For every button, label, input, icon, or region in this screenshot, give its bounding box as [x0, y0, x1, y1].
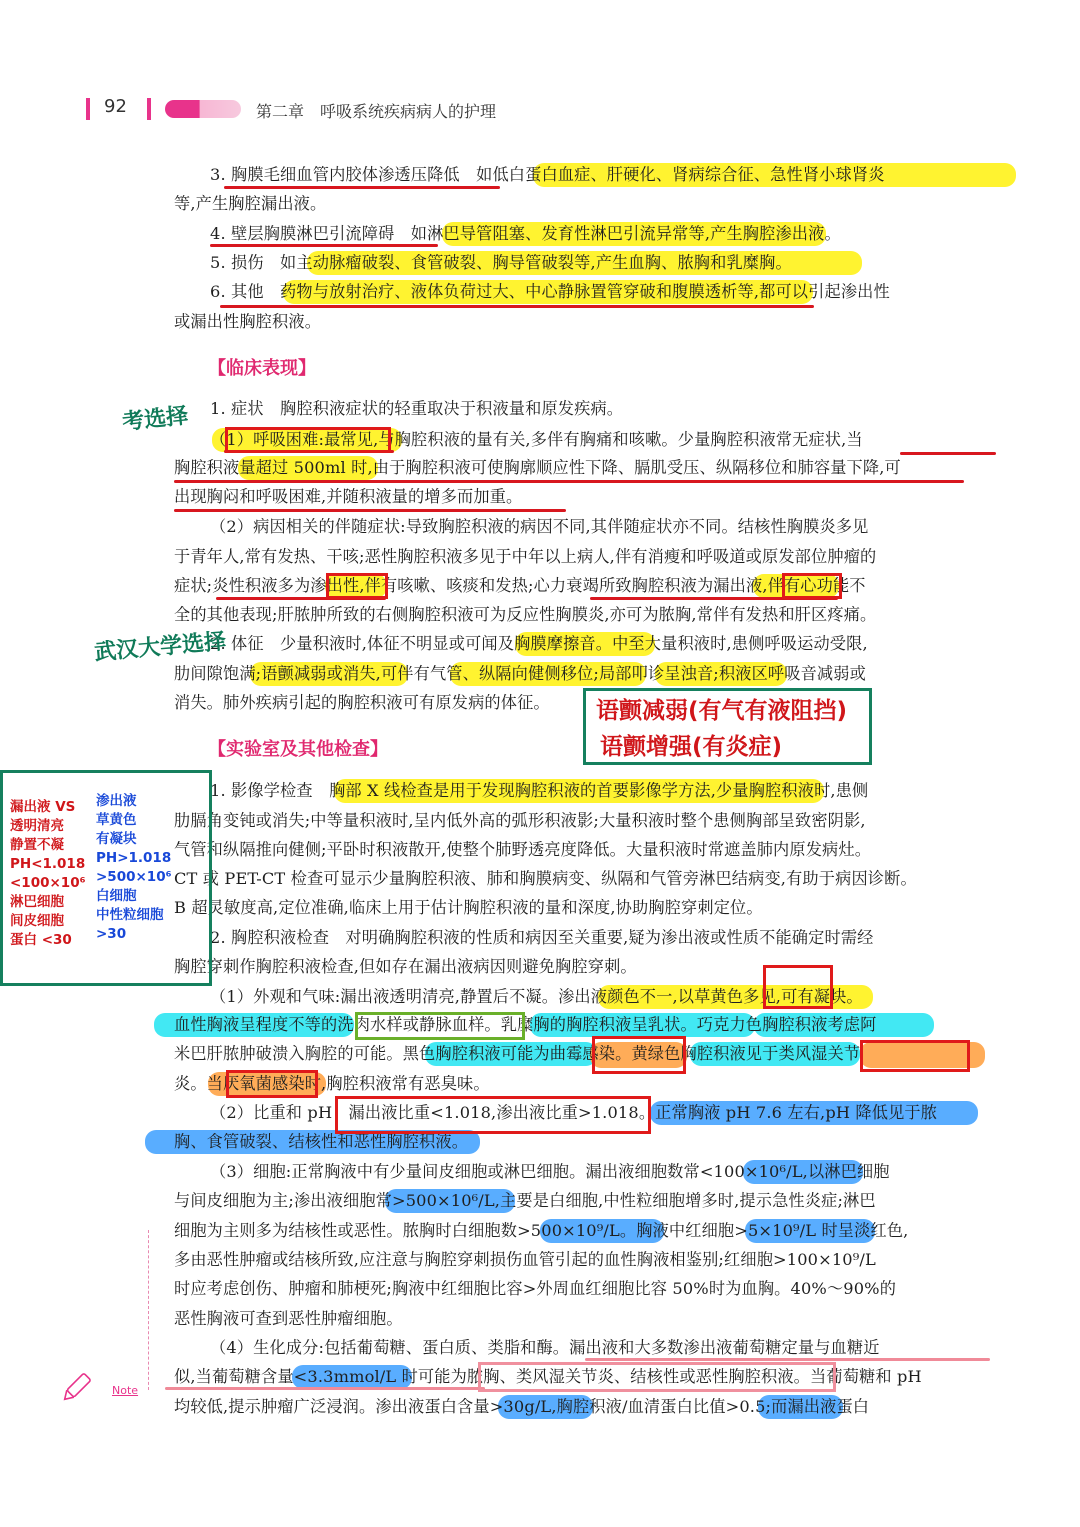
text-line: （3）细胞:正常胸液中有少量间皮细胞或淋巴细胞。漏出液细胞数常<100×10⁶/L,以淋巴细胞	[210, 1162, 890, 1181]
text-line: （4）生化成分:包括葡萄糖、蛋白质、类脂和酶。漏出液和大多数渗出液葡萄糖定量与血糖近	[210, 1338, 880, 1357]
text-line: CT 或 PET-CT 检查可显示少量胸腔积液、肺和胸膜病变、纵隔和气管旁淋巴结病变,有助于病因诊断。	[174, 869, 917, 888]
text-line: 2. 胸腔积液检查 对明确胸腔积液的性质和病因至关重要,疑为渗出液或性质不能确定时需经	[210, 928, 874, 947]
text-line: 胸、食管破裂、结核性和恶性胸腔积液。	[174, 1132, 469, 1151]
cmp-left-7: 蛋白 <30	[10, 932, 72, 948]
chapter-title: 第二章 呼吸系统疾病病人的护理	[256, 102, 497, 121]
text-line: 时应考虑创伤、肿瘤和肺梗死;胸液中红细胞比容>外周血红细胞比容 50%时为血胸。40%～90%的	[174, 1279, 897, 1298]
cmp-left-0: 漏出液 VS	[10, 799, 76, 815]
text-line: 血性胸液呈程度不等的洗肉水样或静脉血样。乳糜胸的胸腔积液呈乳状。巧克力色胸腔积液考虑阿	[174, 1015, 877, 1034]
header-accent-bar	[147, 98, 151, 120]
cmp-right-5: 白细胞	[96, 888, 137, 904]
page-number: 92	[104, 96, 127, 117]
cmp-right-0: 渗出液	[96, 793, 137, 809]
pen-icon	[58, 1370, 94, 1406]
red-box	[782, 573, 842, 599]
cmp-right-6: 中性粒细胞	[96, 907, 164, 923]
cmp-right-7: >30	[96, 926, 127, 942]
comparison-right-column	[96, 792, 172, 944]
text-line: 似,当葡萄糖含量<3.3mmol/L 时可能为脓胸、类风湿关节炎、结核性或恶性胸腔积液。当葡萄糖和 pH	[174, 1367, 922, 1386]
cmp-left-6: 间皮细胞	[10, 913, 64, 929]
red-box	[860, 1040, 970, 1072]
text-line: 或漏出性胸腔积液。	[174, 312, 322, 331]
text-line: 胸腔积液量超过 500ml 时,由于胸腔积液可使胸廓顺应性下降、膈肌受压、纵隔移位和肺容量下降,可	[174, 458, 901, 477]
text-line: 消失。肺外疾病引起的胸腔积液可有原发病的体征。	[174, 693, 550, 712]
cmp-left-4: <100×10⁶	[10, 875, 86, 891]
header-pill-decoration	[165, 100, 241, 118]
cmp-right-4: >500×10⁶	[96, 869, 172, 885]
text-line: 胸腔穿刺作胸腔积液检查,但如存在漏出液病因则避免胸腔穿刺。	[174, 957, 637, 976]
red-box	[592, 1036, 686, 1074]
red-box	[763, 965, 833, 1009]
text-line: 4. 壁层胸膜淋巴引流障碍 如淋巴导管阻塞、发育性淋巴引流异常等,产生胸腔渗出液。	[210, 224, 841, 243]
green-outline-box	[355, 1012, 525, 1040]
note-label: Note	[112, 1384, 139, 1397]
text-line: 3. 胸膜毛细血管内胶体渗透压降低 如低白蛋白血症、肝硬化、肾病综合征、急性肾小球肾炎	[210, 165, 885, 184]
text-line: 1. 影像学检查 胸部 X 线检查是用于发现胸腔积液的首要影像学方法,少量胸腔积液时,患侧	[210, 781, 869, 800]
cmp-right-1: 草黄色	[96, 812, 137, 828]
text-line: 细胞为主则多为结核性或恶性。脓胸时白细胞数>500×10⁹/L。胸液中红细胞>5×10⁹/L 时呈淡红色,	[174, 1221, 909, 1240]
text-line: 米巴肝脓肿破溃入胸腔的可能。黑色胸腔积液可能为曲霉感染。黄绿色胸腔积液见于类风湿关节	[174, 1044, 861, 1063]
text-line: B 超灵敏度高,定位准确,临床上用于估计胸腔积液的量和深度,协助胸腔穿刺定位。	[174, 898, 763, 917]
text-line: （2）病因相关的伴随症状:导致胸腔积液的病因不同,其伴随症状亦不同。结核性胸膜炎多见	[210, 517, 869, 536]
text-line: 于青年人,常有发热、干咳;恶性胸腔积液多见于中年以上病人,伴有消瘦和呼吸道或原发部位肿瘤的	[174, 547, 877, 566]
red-box	[225, 427, 391, 453]
text-line: 均较低,提示肿瘤广泛浸润。渗出液蛋白含量>30g/L,胸腔积液/血清蛋白比值>0.5;而漏出液蛋白	[174, 1397, 870, 1416]
margin-dashed-line	[148, 1230, 149, 1390]
text-line: 症状;炎性积液多为渗出性,伴有咳嗽、咳痰和发热;心力衰竭所致胸腔积液为漏出液,伴有心功能不	[174, 576, 866, 595]
red-box	[326, 573, 388, 599]
text-line: （2）比重和 pH 漏出液比重<1.018,渗出液比重>1.018。正常胸液 pH 7.6 左右,pH 降低见于脓	[210, 1103, 938, 1122]
pink-box	[478, 1362, 836, 1392]
header-accent-bar	[86, 98, 90, 120]
text-line: 炎。当厌氧菌感染时,胸腔积液常有恶臭味。	[174, 1074, 490, 1093]
handwritten-note: 语颤增强(有炎症)	[600, 734, 783, 760]
text-line: 2. 体征 少量积液时,体征不明显或可闻及胸膜摩擦音。中至大量积液时,患侧呼吸运动受限,	[210, 634, 868, 653]
red-box	[226, 1070, 318, 1098]
text-line: 6. 其他 药物与放射治疗、液体负荷过大、中心静脉置管穿破和腹膜透析等,都可以引起渗出性	[210, 282, 890, 301]
text-line: 1. 症状 胸腔积液症状的轻重取决于积液量和原发疾病。	[210, 399, 624, 418]
section-heading-clinical: 【临床表现】	[208, 358, 316, 379]
red-box	[335, 1096, 651, 1134]
cmp-right-2: 有凝块	[96, 831, 137, 847]
handwritten-note: 语颤减弱(有气有液阻挡)	[596, 698, 848, 724]
cmp-left-5: 淋巴细胞	[10, 894, 64, 910]
text-line: 出现胸闷和呼吸困难,并随积液量的增多而加重。	[174, 487, 523, 506]
comparison-left-column	[10, 798, 86, 950]
text-line: 多由恶性肿瘤或结核所致,应注意与胸腔穿刺损伤血管引起的血性胸液相鉴别;红细胞>100×10⁹/L	[174, 1250, 876, 1269]
handwritten-note: 考选择	[121, 403, 190, 436]
text-line: 与间皮细胞为主;渗出液细胞常>500×10⁶/L,主要是白细胞,中性粒细胞增多时,提示急性炎症;淋巴	[174, 1191, 876, 1210]
cmp-left-1: 透明清亮	[10, 818, 64, 834]
text-line: 肋间隙饱满;语颤减弱或消失,可伴有气管、纵隔向健侧移位;局部叩诊呈浊音;积液区呼吸音减弱或	[174, 664, 866, 683]
handwritten-note: 武汉大学选择	[93, 629, 228, 666]
cmp-left-2: 静置不凝	[10, 837, 64, 853]
text-line: 全的其他表现;肝脓肿所致的右侧胸腔积液可为反应性胸膜炎,亦可为脓胸,常伴有发热和肝区疼痛。	[174, 605, 877, 624]
text-line: 恶性胸液可查到恶性肿瘤细胞。	[174, 1309, 403, 1328]
cmp-right-3: PH>1.018	[96, 850, 172, 866]
text-line: （1）呼吸困难:最常见,与胸腔积液的量有关,多伴有胸痛和咳嗽。少量胸腔积液常无症状,当	[210, 430, 863, 449]
text-line: （1）外观和气味:漏出液透明清亮,静置后不凝。渗出液颜色不一,以草黄色多见,可有凝块。	[210, 987, 863, 1006]
text-line: 等,产生胸腔漏出液。	[174, 194, 327, 213]
text-line: 气管和纵隔推向健侧;平卧时积液散开,使整个肺野透亮度降低。大量积液时常遮盖肺内原发病灶。	[174, 840, 872, 859]
text-line: 肋膈角变钝或消失;中等量积液时,呈内低外高的弧形积液影;大量积液时整个患侧胸部呈致密阴影,	[174, 811, 866, 830]
cmp-left-3: PH<1.018	[10, 856, 86, 872]
text-line: 5. 损伤 如主动脉瘤破裂、食管破裂、胸导管破裂等,产生血胸、脓胸和乳糜胸。	[210, 253, 792, 272]
section-heading-lab: 【实验室及其他检查】	[208, 739, 388, 760]
